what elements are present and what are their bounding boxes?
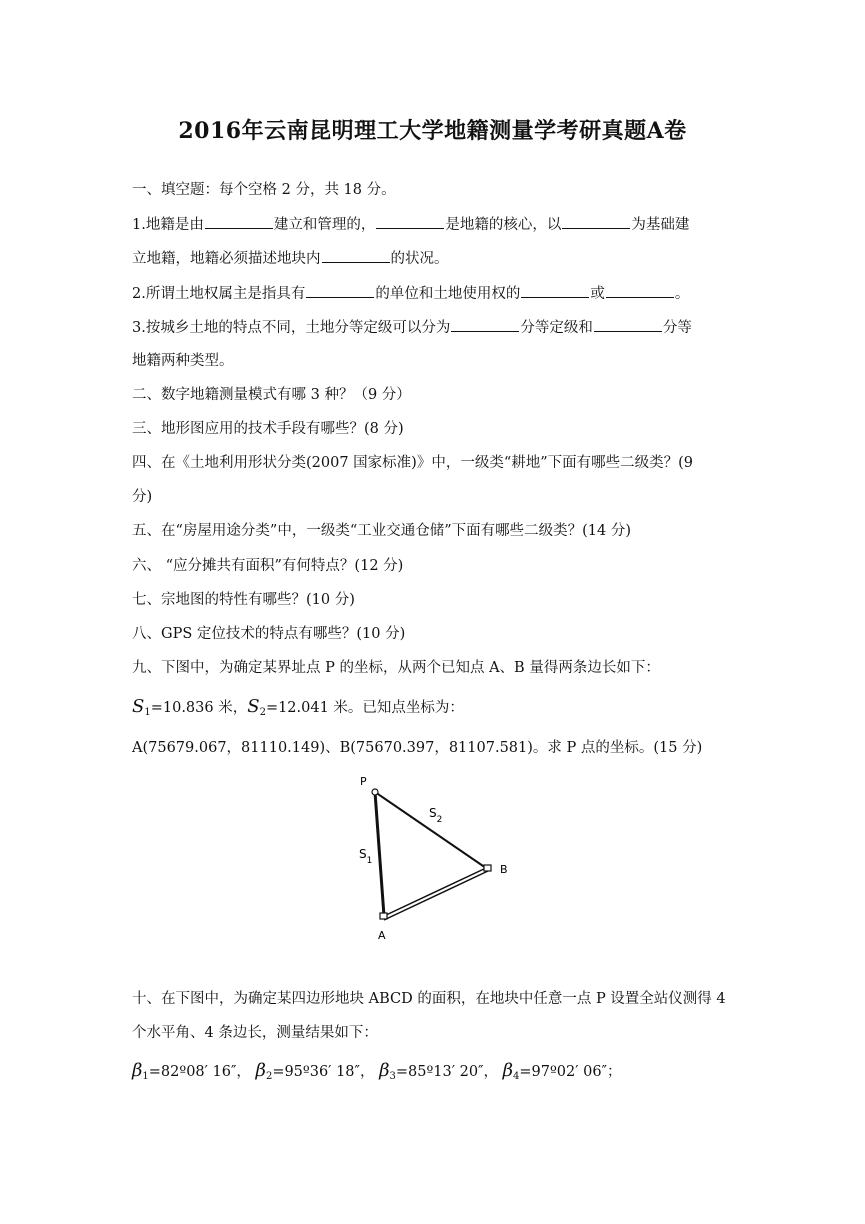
q1-text-b: 建立和管理的， [273,217,376,233]
beta3-value: =85º13′ 20″， [395,1064,498,1080]
question-9-lengths [132,697,464,723]
question-3-line-2: 地籍两种类型。 [132,353,234,369]
triangle-figure [350,772,520,944]
q1-text-c: 是地籍的核心，以 [445,217,562,233]
q2-text-b: 的单位和土地使用权的 [375,286,521,302]
s-symbol: S [132,696,145,717]
answer-blank [376,214,444,229]
section-heading: 一、填空题：每个空格 2 分，共 18 分。 [132,182,396,198]
q3-text-a: 3.按城乡土地的特点不同，土地分等定级可以分为 [132,320,451,336]
label-s2 [429,806,442,825]
point-b [484,865,491,871]
s-symbol: S [247,696,260,717]
label-s2-sub: 2 [436,815,443,825]
beta-symbol: β [255,1060,266,1081]
beta1-subscript: 1 [142,1071,149,1082]
beta1-value: =82º08′ 16″， [148,1064,251,1080]
question-4-line-2: 分) [132,489,153,505]
question-3-line-1 [132,317,692,338]
point-p [372,789,378,795]
answer-blank [322,248,390,263]
beta-symbol: β [379,1060,390,1081]
s1-subscript: 1 [144,707,151,718]
question-9-intro: 九、下图中，为确定某界址点 P 的坐标，从两个已知点 A、B 量得两条边长如下： [132,660,660,676]
beta3-subscript: 3 [389,1071,396,1082]
q1-text-a: 1.地籍是由 [132,217,204,233]
page-title: 2016年云南昆明理工大学地籍测量学考研真题A卷 [178,118,687,144]
question-10-line-2: 个水平角、4 条边长，测量结果如下： [132,1025,378,1041]
question-2-heading: 二、数字地籍测量模式有哪 3 种？（9 分） [132,387,411,403]
answer-blank [451,317,519,332]
beta4-value: =97º02′ 06″； [519,1064,622,1080]
q3-text-c: 分等 [662,320,692,336]
label-p: P [360,775,367,788]
answer-blank [306,283,374,298]
side-ab-2 [384,871,488,920]
label-b: B [500,863,508,876]
q2-text-d: 。 [674,286,690,302]
beta2-subscript: 2 [265,1071,273,1082]
point-a [380,913,387,919]
q1-text-d: 为基础建 [631,217,690,233]
q2-text-a: 2.所谓土地权属主是指具有 [132,286,306,302]
answer-blank [606,283,674,298]
beta-symbol: β [502,1060,513,1081]
q1-text-e: 立地籍，地籍必须描述地块内 [132,251,321,267]
question-6: 六、 “应分摊共有面积”有何特点？(12 分) [132,558,404,574]
q2-text-c: 或 [590,286,605,302]
beta4-subscript: 4 [513,1071,520,1082]
s2-value: =12.041 米。已知点坐标为： [265,700,464,716]
question-9-coords: A(75679.067，81110.149)、B(75670.397，81107.581)。求 P 点的坐标。(15 分) [132,740,703,756]
label-s1 [359,847,372,866]
question-3-heading: 三、地形图应用的技术手段有哪些？(8 分) [132,421,404,437]
label-s2-letter: S [429,806,437,820]
side-pa [375,792,384,916]
question-10-line-1: 十、在下图中，为确定某四边形地块 ABCD 的面积，在地块中任意一点 P 设置全站仪测得 4 [132,991,726,1007]
question-8: 八、GPS 定位技术的特点有哪些？(10 分) [132,626,406,642]
beta-symbol: β [132,1060,143,1081]
label-s1-sub: 1 [366,856,373,866]
side-pb [375,792,486,868]
answer-blank [205,214,273,229]
question-7: 七、宗地图的特性有哪些？(10 分) [132,592,355,608]
question-2 [132,283,689,304]
answer-blank [594,317,662,332]
label-a: A [378,929,386,942]
label-s1-letter: S [359,847,367,861]
s2-subscript: 2 [259,707,266,718]
q1-text-f: 的状况。 [390,251,449,267]
answer-blank [521,283,589,298]
side-ab-1 [384,868,486,916]
beta2-value: =95º36′ 18″， [272,1064,375,1080]
q3-text-b: 分等定级和 [520,320,593,336]
s1-value: =10.836 米， [150,700,248,716]
question-1-line-1 [132,214,689,235]
question-1-line-2 [132,248,449,269]
question-4-line-1: 四、在《土地利用形状分类(2007 国家标准)》中，一级类“耕地”下面有哪些二级类？(9 [132,455,694,471]
answer-blank [562,214,630,229]
question-5: 五、在“房屋用途分类”中，一级类“工业交通仓储”下面有哪些二级类？(14 分) [132,523,632,539]
question-10-angles [132,1061,622,1087]
